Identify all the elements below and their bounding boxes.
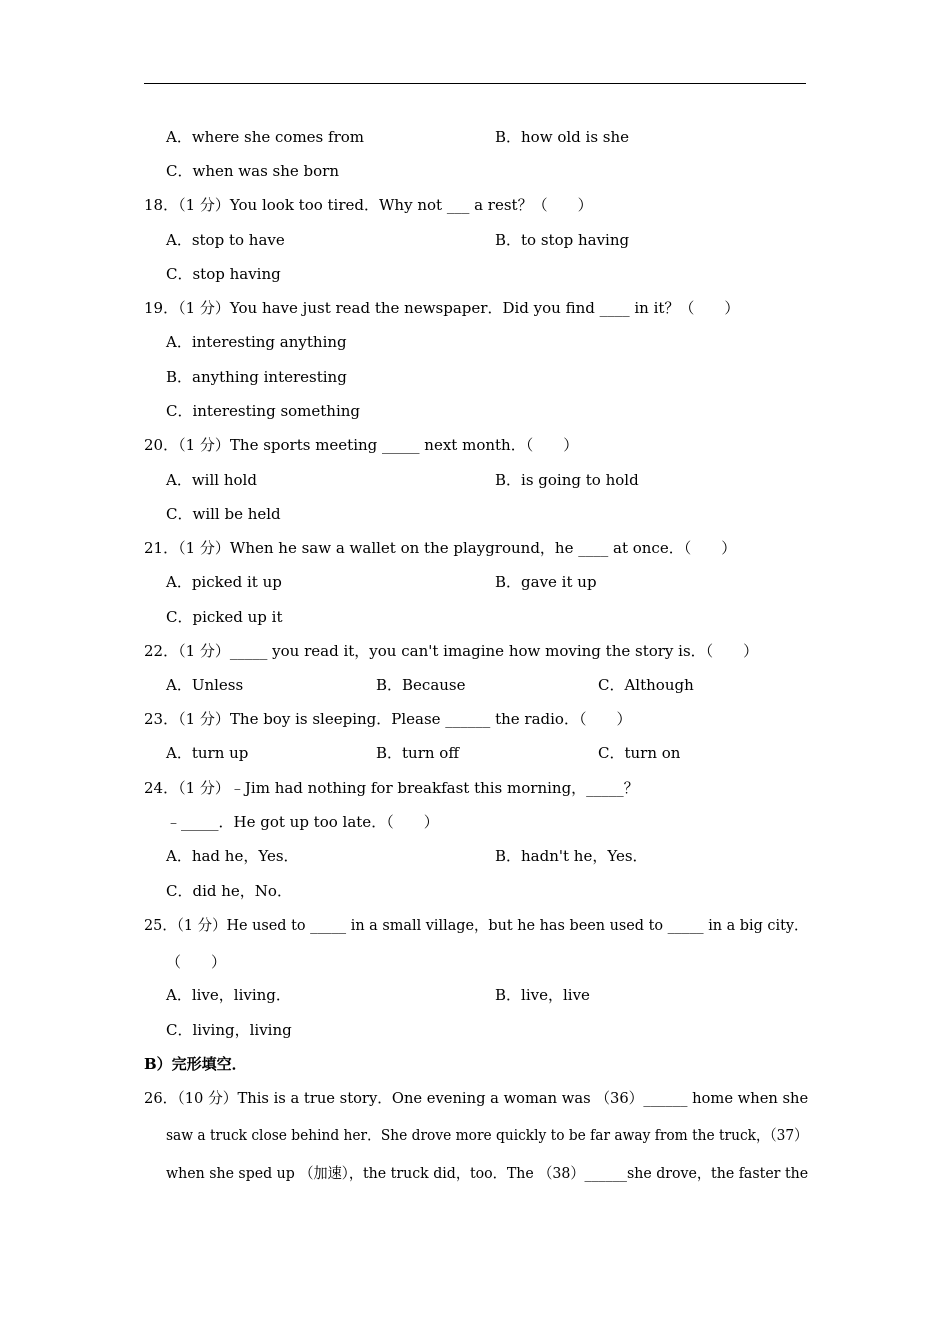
q24-option-c: C．did he，No． xyxy=(166,882,292,900)
q25-option-b: B．live，live xyxy=(495,986,590,1004)
q25-option-a: A．live，living． xyxy=(166,986,291,1004)
q18-option-b: B．to stop having xyxy=(495,231,630,249)
q23-option-a: A．turn up xyxy=(166,744,249,762)
q17-option-c: C．when was she born xyxy=(166,162,339,180)
q21-stem: 21．（1 分）When he saw a wallet on the playground，he ____ at once．（ ） xyxy=(144,539,737,557)
q23-option-c: C．turn on xyxy=(598,744,681,762)
q26-line-1: 26．（10 分）This is a true story．One evening a woman was （36）______ home when she xyxy=(144,1089,809,1107)
q18-option-c: C．stop having xyxy=(166,265,281,283)
q22-option-a: A．Unless xyxy=(166,676,244,694)
q19-option-a: A．interesting anything xyxy=(166,333,347,351)
section-b-heading: B）完形填空． xyxy=(144,1055,247,1073)
q24-option-b: B．hadn't he，Yes． xyxy=(495,847,648,865)
q18-stem: 18．（1 分）You look too tired．Why not ___ a rest？（ ） xyxy=(144,196,593,214)
q25-answer-paren: （ ） xyxy=(166,953,227,971)
q25-stem: 25．（1 分）He used to _____ in a small village，but he has been used to _____ in a big city． xyxy=(144,916,809,934)
q20-stem: 20．（1 分）The sports meeting _____ next month．（ ） xyxy=(144,436,579,454)
q24-stem: 24．（1 分）﹣Jim had nothing for breakfast this morning，_____？ xyxy=(144,779,639,797)
q25-option-c: C．living，living xyxy=(166,1021,292,1039)
q26-line-2: saw a truck close behind her．She drove more quickly to be far away from the truck，（37） xyxy=(166,1126,808,1144)
q19-option-b: B．anything interesting xyxy=(166,368,347,386)
q19-stem: 19．（1 分）You have just read the newspaper．Did you find ____ in it？（ ） xyxy=(144,299,740,317)
q23-option-b: B．turn off xyxy=(376,744,459,762)
q22-option-c: C．Although xyxy=(598,676,694,694)
header-rule xyxy=(144,83,806,84)
q24-option-a: A．had he，Yes． xyxy=(166,847,299,865)
q19-option-c: C．interesting something xyxy=(166,402,361,420)
q22-stem: 22．（1 分）_____ you read it，you can't imagine how moving the story is．（ ） xyxy=(144,642,759,660)
q24-stem-response: ﹣_____．He got up too late．（ ） xyxy=(166,813,439,831)
q21-option-a: A．picked it up xyxy=(166,573,282,591)
q26-line-3: when she sped up （加速），the truck did，too．The （38）______she drove，the faster the xyxy=(166,1164,809,1182)
q17-option-a: A．where she comes from xyxy=(166,128,365,146)
q18-option-a: A．stop to have xyxy=(166,231,285,249)
q20-option-b: B．is going to hold xyxy=(495,471,639,489)
q17-option-b: B．how old is she xyxy=(495,128,630,146)
q22-option-b: B．Because xyxy=(376,676,466,694)
q20-option-c: C．will be held xyxy=(166,505,281,523)
q21-option-b: B．gave it up xyxy=(495,573,597,591)
q20-option-a: A．will hold xyxy=(166,471,257,489)
q21-option-c: C．picked up it xyxy=(166,608,283,626)
q23-stem: 23．（1 分）The boy is sleeping．Please ______ the radio．（ ） xyxy=(144,710,632,728)
